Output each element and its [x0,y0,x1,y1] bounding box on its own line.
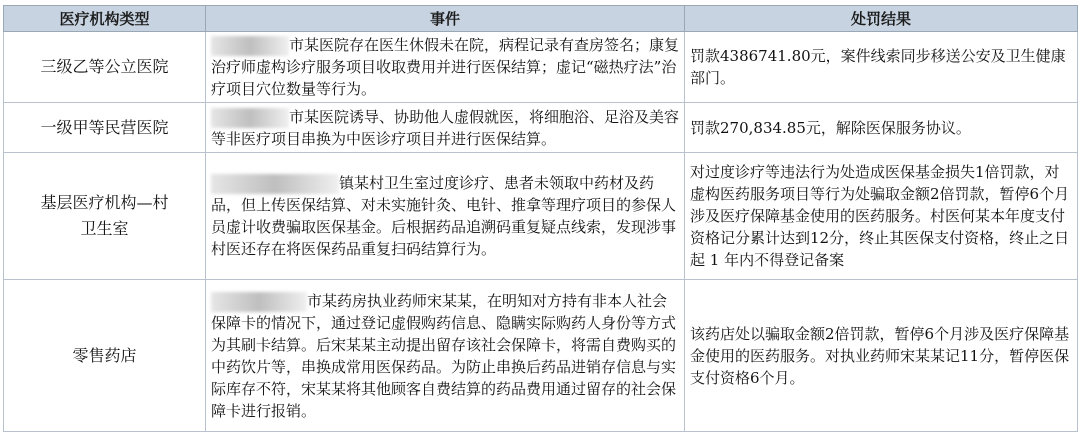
penalty-result-cell: 对过度诊疗等违法行为处造成医保基金损失1倍罚款，对虚构医药服务项目等行为处骗取金额2倍罚款，暂停6个月涉及医疗保障基金使用的医药服务。村医何某本年度支付资格记分累计达到12分，终止其医保支付资格，终止之日起 1 年内不得登记备案 [685,153,1078,280]
event-text: 市某医院诱导、协助他人虚假就医，将细胞浴、足浴及美容等非医疗项目串换为中医诊疗项目并进行医保结算。 [211,107,680,148]
header-row [4,6,1078,32]
penalty-result-cell: 该药店处以骗取金额2倍罚款，暂停6个月涉及医疗保障基金使用的医药服务。对执业药师宋某某记11分，暂停医保支付资格6个月。 [685,280,1078,432]
header-penalty-result: 处罚结果 [685,6,1078,32]
header-institution-type: 医疗机构类型 [4,6,206,32]
institution-type-cell: 三级乙等公立医院 [4,32,206,103]
event-cell [206,103,685,153]
event-text: 市某医院存在医生休假未在院，病程记录有查房签名；康复治疗师虚构诊疗服务项目收取费用并进行医保结算；虚记“磁热疗法”治疗项目穴位数量等行为。 [211,36,680,98]
institution-type-cell: 零售药店 [4,280,206,432]
institution-type-cell: 基层医疗机构—村卫生室 [4,153,206,280]
event-text: 镇某村卫生室过度诊疗、患者未领取中药材及药品，但上传医保结算、对未实施针灸、电针、推拿等理疗项目的参保人员虚计收费骗取医保基金。后根据药品追溯码重复疑点线索，发现涉事村医还存在将医保药品重复扫码结算行为。 [211,174,677,258]
redacted-area [211,108,289,128]
redacted-area [211,292,307,312]
penalty-result-cell: 罚款4386741.80元，案件线索同步移送公安及卫生健康部门。 [685,32,1078,103]
table-row [4,103,1078,153]
redacted-area [211,36,289,56]
penalty-result-cell: 罚款270,834.85元，解除医保服务协议。 [685,103,1078,153]
header-event: 事件 [206,6,685,32]
penalty-table [3,5,1078,432]
event-text: 市某药房执业药师宋某某，在明知对方持有非本人社会保障卡的情况下，通过登记虚假购药信息、隐瞒实际购药人身份等方式为其刷卡结算。后宋某某主动提出留存该社会保障卡，将需自费购买的中药饮片等，串换成常用医保药品。为防止串换后药品进销存信息与实际库存不符，宋某某将其他顾客自费结算的药品费用通过留存的社会保障卡进行报销。 [211,291,677,420]
table-row [4,32,1078,103]
table-row [4,280,1078,432]
event-cell [206,153,685,280]
event-cell [206,280,685,432]
redacted-area [211,174,339,194]
event-cell [206,32,685,103]
institution-type-cell: 一级甲等民营医院 [4,103,206,153]
table-row [4,153,1078,280]
